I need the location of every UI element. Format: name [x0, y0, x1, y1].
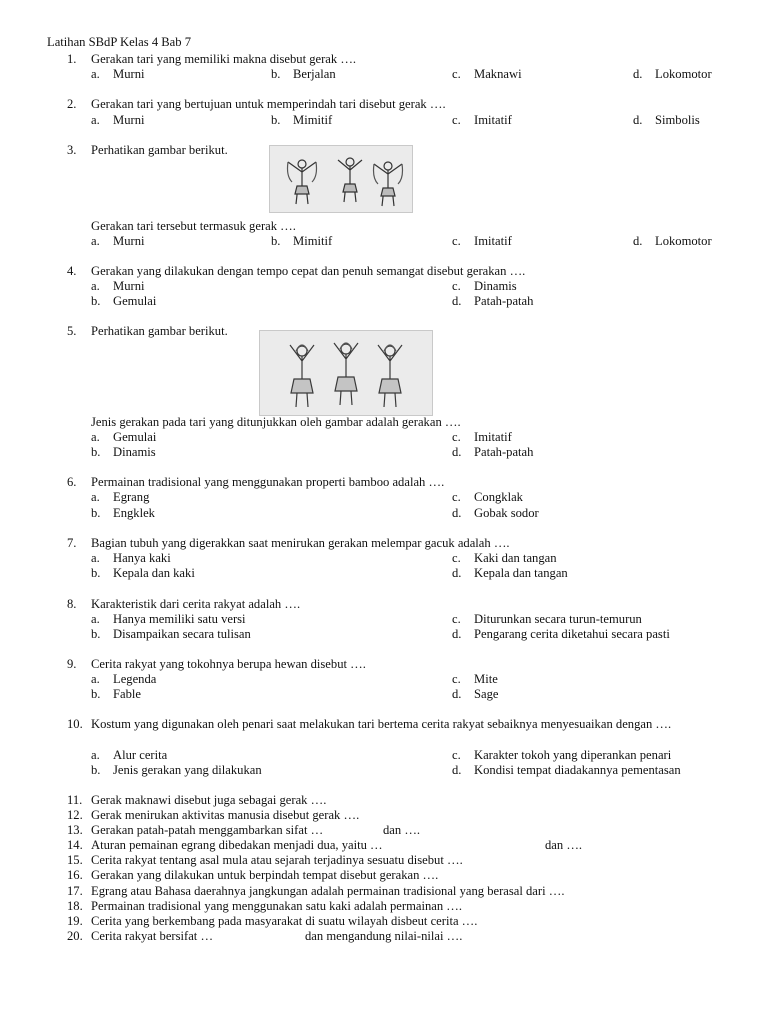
question-text: Perhatikan gambar berikut.	[91, 143, 228, 157]
option-text: Murni	[113, 67, 145, 81]
question-subtext: Gerakan tari tersebut termasuk gerak ….	[91, 219, 296, 233]
essay-13-second-blank: dan ….	[383, 823, 421, 837]
option-d[interactable]	[452, 445, 533, 460]
option-text: Simbolis	[655, 113, 700, 127]
question-text: Gerakan yang dilakukan dengan tempo cepat dan penuh semangat disebut gerakan ….	[91, 264, 526, 278]
option-letter: a.	[91, 672, 100, 686]
option-text: Dinamis	[113, 445, 156, 459]
option-text: Gobak sodor	[474, 506, 539, 520]
option-d[interactable]	[452, 627, 670, 642]
option-letter: a.	[91, 430, 100, 444]
option-b[interactable]	[271, 113, 332, 128]
option-text: Fable	[113, 687, 141, 701]
option-text: Congklak	[474, 490, 523, 504]
question-number: 5.	[67, 324, 77, 338]
option-c[interactable]	[452, 748, 671, 763]
question-number: 15.	[67, 853, 83, 867]
option-b[interactable]	[91, 566, 195, 581]
question-number: 17.	[67, 884, 83, 898]
option-letter: b.	[271, 113, 281, 127]
option-text: Dinamis	[474, 279, 517, 293]
question-text: Permainan tradisional yang menggunakan satu kaki adalah permainan ….	[91, 899, 463, 913]
option-b[interactable]	[91, 445, 156, 460]
option-b[interactable]	[271, 234, 332, 249]
option-letter: c.	[452, 748, 461, 762]
option-c[interactable]	[452, 113, 512, 128]
question-text: Gerakan tari yang bertujuan untuk memperindah tari disebut gerak ….	[91, 97, 446, 111]
option-text: Alur cerita	[113, 748, 168, 762]
option-text: Mimitif	[293, 234, 333, 248]
option-c[interactable]	[452, 490, 523, 505]
question-text: Egrang atau Bahasa daerahnya jangkungan adalah permainan tradisional yang berasal dari ….	[91, 884, 565, 898]
option-text: Lokomotor	[655, 67, 712, 81]
option-d[interactable]	[452, 294, 533, 309]
essay-20-second-blank: dan mengandung nilai-nilai ….	[305, 929, 463, 943]
option-text: Gemulai	[113, 430, 157, 444]
option-text: Karakter tokoh yang diperankan penari	[474, 748, 672, 762]
option-letter: d.	[452, 445, 462, 459]
option-a[interactable]	[91, 430, 156, 445]
question-number: 18.	[67, 899, 83, 913]
option-letter: c.	[452, 279, 461, 293]
option-d[interactable]	[633, 113, 700, 128]
option-d[interactable]	[633, 67, 712, 82]
option-c[interactable]	[452, 672, 498, 687]
three-dancers-arms-raised-illustration	[260, 331, 432, 415]
option-text: Kepala dan kaki	[113, 566, 195, 580]
option-letter: a.	[91, 612, 100, 626]
option-text: Imitatif	[474, 113, 512, 127]
option-a[interactable]	[91, 490, 149, 505]
option-text: Lokomotor	[655, 234, 712, 248]
option-text: Disampaikan secara tulisan	[113, 627, 251, 641]
option-text: Murni	[113, 234, 145, 248]
option-a[interactable]	[91, 748, 167, 763]
option-letter: a.	[91, 490, 100, 504]
option-d[interactable]	[452, 566, 568, 581]
option-letter: c.	[452, 612, 461, 626]
option-letter: d.	[452, 687, 462, 701]
option-text: Pengarang cerita diketahui secara pasti	[474, 627, 670, 641]
option-a[interactable]	[91, 113, 144, 128]
question-subtext: Jenis gerakan pada tari yang ditunjukkan oleh gambar adalah gerakan ….	[91, 415, 461, 429]
option-letter: b.	[91, 763, 101, 777]
option-letter: c.	[452, 113, 461, 127]
option-c[interactable]	[452, 430, 512, 445]
question-text: Gerak maknawi disebut juga sebagai gerak ….	[91, 793, 327, 807]
option-text: Mite	[474, 672, 498, 686]
question-text: Kostum yang digunakan oleh penari saat melakukan tari bertema cerita rakyat sebaiknya menyesuaikan dengan ….	[91, 717, 672, 731]
option-c[interactable]	[452, 612, 642, 627]
three-dancers-with-shawls-illustration	[270, 146, 412, 212]
question-text: Gerak menirukan aktivitas manusia disebut gerak ….	[91, 808, 360, 822]
option-d[interactable]	[452, 506, 539, 521]
option-text: Imitatif	[474, 234, 512, 248]
option-text: Jenis gerakan yang dilakukan	[113, 763, 262, 777]
option-letter: b.	[91, 506, 101, 520]
essay-14-second-blank: dan ….	[545, 838, 583, 852]
question-text: Bagian tubuh yang digerakkan saat menirukan gerakan melempar gacuk adalah ….	[91, 536, 510, 550]
question-number: 12.	[67, 808, 83, 822]
question-text: Gerakan yang dilakukan untuk berpindah tempat disebut gerakan ….	[91, 868, 439, 882]
option-d[interactable]	[452, 763, 681, 778]
option-letter: c.	[452, 672, 461, 686]
option-letter: d.	[452, 566, 462, 580]
question-text: Cerita yang berkembang pada masyarakat di suatu wilayah disbeut cerita ….	[91, 914, 478, 928]
option-text: Egrang	[113, 490, 150, 504]
option-letter: a.	[91, 279, 100, 293]
option-text: Hanya memiliki satu versi	[113, 612, 246, 626]
option-c[interactable]	[452, 234, 512, 249]
question-text: Cerita rakyat bersifat …	[91, 929, 214, 943]
option-letter: b.	[91, 627, 101, 641]
option-letter: d.	[452, 294, 462, 308]
option-b[interactable]	[271, 67, 336, 82]
option-text: Patah-patah	[474, 445, 534, 459]
option-text: Engklek	[113, 506, 155, 520]
option-text: Murni	[113, 279, 145, 293]
option-b[interactable]	[91, 294, 156, 309]
question-number: 4.	[67, 264, 77, 278]
question-number: 10.	[67, 717, 83, 731]
option-letter: a.	[91, 748, 100, 762]
option-letter: b.	[91, 294, 101, 308]
question-number: 1.	[67, 52, 77, 66]
question-number: 2.	[67, 97, 77, 111]
option-letter: b.	[271, 67, 281, 81]
option-text: Mimitif	[293, 113, 333, 127]
option-a[interactable]	[91, 612, 246, 627]
option-letter: d.	[452, 506, 462, 520]
option-letter: d.	[452, 763, 462, 777]
dance-figure-image	[269, 145, 413, 213]
option-a[interactable]	[91, 67, 144, 82]
option-letter: d.	[633, 234, 643, 248]
question-number: 6.	[67, 475, 77, 489]
question-text: Cerita rakyat yang tokohnya berupa hewan disebut ….	[91, 657, 366, 671]
option-a[interactable]	[91, 234, 144, 249]
worksheet-title: Latihan SBdP Kelas 4 Bab 7	[47, 35, 191, 49]
option-text: Sage	[474, 687, 499, 701]
option-text: Kondisi tempat diadakannya pementasan	[474, 763, 681, 777]
question-number: 8.	[67, 597, 77, 611]
option-letter: a.	[91, 113, 100, 127]
option-letter: c.	[452, 490, 461, 504]
option-letter: b.	[91, 445, 101, 459]
option-letter: a.	[91, 67, 100, 81]
question-number: 19.	[67, 914, 83, 928]
option-d[interactable]	[633, 234, 712, 249]
question-text: Perhatikan gambar berikut.	[91, 324, 228, 338]
option-letter: d.	[633, 67, 643, 81]
option-text: Imitatif	[474, 430, 512, 444]
question-number: 3.	[67, 143, 77, 157]
option-text: Kepala dan tangan	[474, 566, 568, 580]
question-number: 20.	[67, 929, 83, 943]
option-d[interactable]	[452, 687, 498, 702]
question-number: 14.	[67, 838, 83, 852]
option-letter: b.	[91, 566, 101, 580]
option-a[interactable]	[91, 672, 156, 687]
option-text: Diturunkan secara turun-temurun	[474, 612, 642, 626]
option-a[interactable]	[91, 279, 144, 294]
option-letter: d.	[452, 627, 462, 641]
option-letter: a.	[91, 234, 100, 248]
question-number: 16.	[67, 868, 83, 882]
option-letter: c.	[452, 430, 461, 444]
question-number: 9.	[67, 657, 77, 671]
option-b[interactable]	[91, 687, 141, 702]
question-number: 11.	[67, 793, 83, 807]
option-letter: b.	[91, 687, 101, 701]
option-letter: d.	[633, 113, 643, 127]
option-text: Murni	[113, 113, 145, 127]
question-text: Permainan tradisional yang menggunakan properti bamboo adalah ….	[91, 475, 445, 489]
question-number: 13.	[67, 823, 83, 837]
question-text: Cerita rakyat tentang asal mula atau sejarah terjadinya sesuatu disebut ….	[91, 853, 463, 867]
question-text: Karakteristik dari cerita rakyat adalah ….	[91, 597, 301, 611]
question-number: 7.	[67, 536, 77, 550]
question-text: Gerakan patah-patah menggambarkan sifat …	[91, 823, 324, 837]
option-letter: c.	[452, 551, 461, 565]
option-c[interactable]	[452, 67, 522, 82]
option-b[interactable]	[91, 627, 251, 642]
option-text: Maknawi	[474, 67, 522, 81]
option-c[interactable]	[452, 279, 517, 294]
option-letter: c.	[452, 67, 461, 81]
option-text: Kaki dan tangan	[474, 551, 557, 565]
option-text: Patah-patah	[474, 294, 534, 308]
option-text: Legenda	[113, 672, 157, 686]
option-letter: b.	[271, 234, 281, 248]
option-c[interactable]	[452, 551, 557, 566]
question-text: Aturan pemainan egrang dibedakan menjadi dua, yaitu …	[91, 838, 383, 852]
option-letter: a.	[91, 551, 100, 565]
question-text: Gerakan tari yang memiliki makna disebut gerak ….	[91, 52, 357, 66]
option-letter: c.	[452, 234, 461, 248]
dance-figure-image	[259, 330, 433, 416]
option-text: Berjalan	[293, 67, 336, 81]
option-text: Gemulai	[113, 294, 157, 308]
option-b[interactable]	[91, 506, 155, 521]
option-b[interactable]	[91, 763, 262, 778]
option-text: Hanya kaki	[113, 551, 171, 565]
option-a[interactable]	[91, 551, 171, 566]
